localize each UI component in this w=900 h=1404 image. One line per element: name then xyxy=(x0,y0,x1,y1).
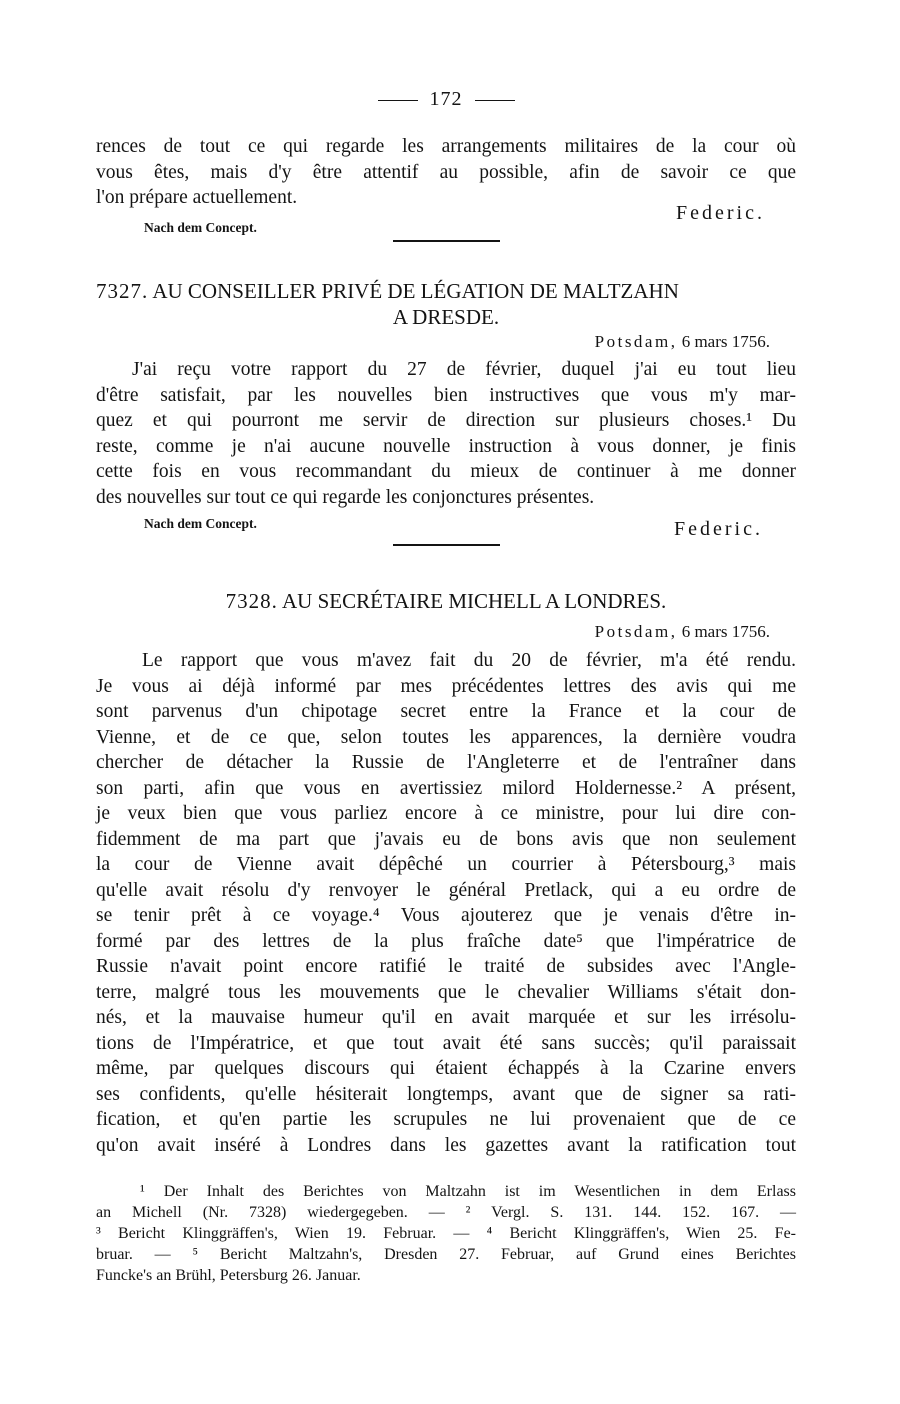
body-line: Vienne, et de ce que, selon toutes les apparences, la dernière voudra xyxy=(96,726,796,748)
body-line: reste, comme je n'ai aucune nouvelle instruction à vous donner, je finis xyxy=(96,435,796,457)
letter-date xyxy=(96,332,770,352)
letter-date xyxy=(96,622,770,642)
page-number-dash-right xyxy=(475,100,515,101)
body-line: tions de l'Impératrice, et que tout avait été sans succès; qu'il paraissait xyxy=(96,1032,796,1054)
footnote-line: an Michell (Nr. 7328) wiedergegeben. — ² Vergl. S. 131. 144. 152. 167. — xyxy=(96,1204,796,1221)
body-line: rences de tout ce qui regarde les arrangements militaires de la cour où xyxy=(96,136,796,157)
letter-body xyxy=(96,648,796,1158)
signature: Federic. xyxy=(674,518,763,540)
page-number xyxy=(96,88,796,111)
letter-heading xyxy=(96,588,796,615)
source-note: Nach dem Concept. xyxy=(144,220,257,235)
body-line: sont parvenus d'un chipotage secret entre la France et la cour de xyxy=(96,701,796,722)
letter-heading-line: AU CONSEILLER PRIVÉ DE LÉGATION DE MALTZAHN xyxy=(152,279,679,303)
body-line: fication, et qu'en partie les scrupules ne lui provenaient que de ce xyxy=(96,1109,796,1130)
footnote-line: bruar. — ⁵ Bericht Maltzahn's, Dresden 27. Februar, auf Grund eines Berichtes xyxy=(96,1246,796,1263)
letter-heading-line: A DRESDE. xyxy=(392,305,500,329)
footnote-line: ¹ Der Inhalt des Berichtes von Maltzahn ist im Wesentlichen in dem Erlass xyxy=(140,1183,796,1200)
page-number-dash-left xyxy=(378,100,418,101)
body-line: je veux bien que vous parliez encore à ce ministre, pour lui dire con- xyxy=(96,803,796,824)
body-line: terre, malgré tous les mouvements que le chevalier Williams s'était don- xyxy=(96,981,796,1003)
body-line: l'on prépare actuellement. xyxy=(96,187,298,208)
body-line: cette fois en vous recommandant du mieux de continuer à me donner xyxy=(96,461,796,482)
letter-heading xyxy=(96,278,796,305)
footnote-line: Funcke's an Brühl, Petersburg 26. Januar. xyxy=(96,1267,361,1284)
previous-letter-ending xyxy=(96,134,796,211)
body-line: même, par quelques discours qui étaient échappés à la Czarine envers xyxy=(96,1058,796,1079)
body-line: Russie n'avait point encore ratifié le traité de subsides avec l'Angle- xyxy=(96,956,796,977)
letter-heading-line: AU SECRÉTAIRE MICHELL A LONDRES. xyxy=(282,589,667,613)
separator-rule xyxy=(393,240,500,242)
body-line: Je vous ai déjà informé par mes précédentes lettres des avis qui me xyxy=(96,675,796,697)
body-line: J'ai reçu votre rapport du 27 de février, duquel j'ai eu tout lieu xyxy=(132,359,796,380)
source-note: Nach dem Concept. xyxy=(144,516,257,531)
body-line: des nouvelles sur tout ce qui regarde les conjonctures présentes. xyxy=(96,486,595,508)
body-line: qu'on avait inséré à Londres dans les gazettes avant la ratification tout xyxy=(96,1134,796,1156)
body-line: vous êtes, mais d'y être attentif au possible, afin de savoir ce que xyxy=(96,161,796,183)
body-line: qu'elle avait résolu d'y renvoyer le général Pretlack, qui a eu ordre de xyxy=(96,879,796,901)
body-line: chercher de détacher la Russie de l'Angleterre et de l'entraîner dans xyxy=(96,752,796,773)
body-line: nés, et la mauvaise humeur qu'il en avait marquée et sur les irrésolu- xyxy=(96,1007,796,1028)
body-line: ses confidents, qu'elle hésiterait longtemps, avant que de signer sa rati- xyxy=(96,1083,796,1105)
letter-number: 7327. xyxy=(96,279,149,303)
date-place: Potsdam, xyxy=(594,332,678,351)
footnote-line: ³ Bericht Klinggräffen's, Wien 19. Februar. — ⁴ Bericht Klinggräffen's, Wien 25. Fe- xyxy=(96,1225,796,1242)
body-line: Le rapport que vous m'avez fait du 20 de février, m'a été rendu. xyxy=(142,650,796,671)
body-line: fidemment de ma part que j'avais eu de bons avis que non seulement xyxy=(96,828,796,850)
date-place: Potsdam, xyxy=(594,622,678,641)
letter-number: 7328. xyxy=(225,589,278,613)
signature: Federic. xyxy=(676,202,765,224)
date-day: 6 mars 1756. xyxy=(681,332,770,351)
page-number-text: 172 xyxy=(429,88,463,110)
body-line: se tenir prêt à ce voyage.⁴ Vous ajouterez que je venais d'être in- xyxy=(96,905,796,926)
body-line: son parti, afin que vous en avertissiez milord Holdernesse.² A présent, xyxy=(96,777,796,799)
body-line: d'être satisfait, par les nouvelles bien instructives que vous m'y mar- xyxy=(96,384,796,406)
body-line: la cour de Vienne avait dépêché un courrier à Pétersbourg,³ mais xyxy=(96,854,796,875)
letter-body xyxy=(96,357,796,510)
separator-rule xyxy=(393,544,500,546)
body-line: formé par des lettres de la plus fraîche date⁵ que l'impératrice de xyxy=(96,930,796,952)
footnotes xyxy=(96,1181,796,1286)
body-line: quez et qui pourront me servir de direction sur plusieurs choses.¹ Du xyxy=(96,410,796,431)
date-day: 6 mars 1756. xyxy=(681,622,770,641)
